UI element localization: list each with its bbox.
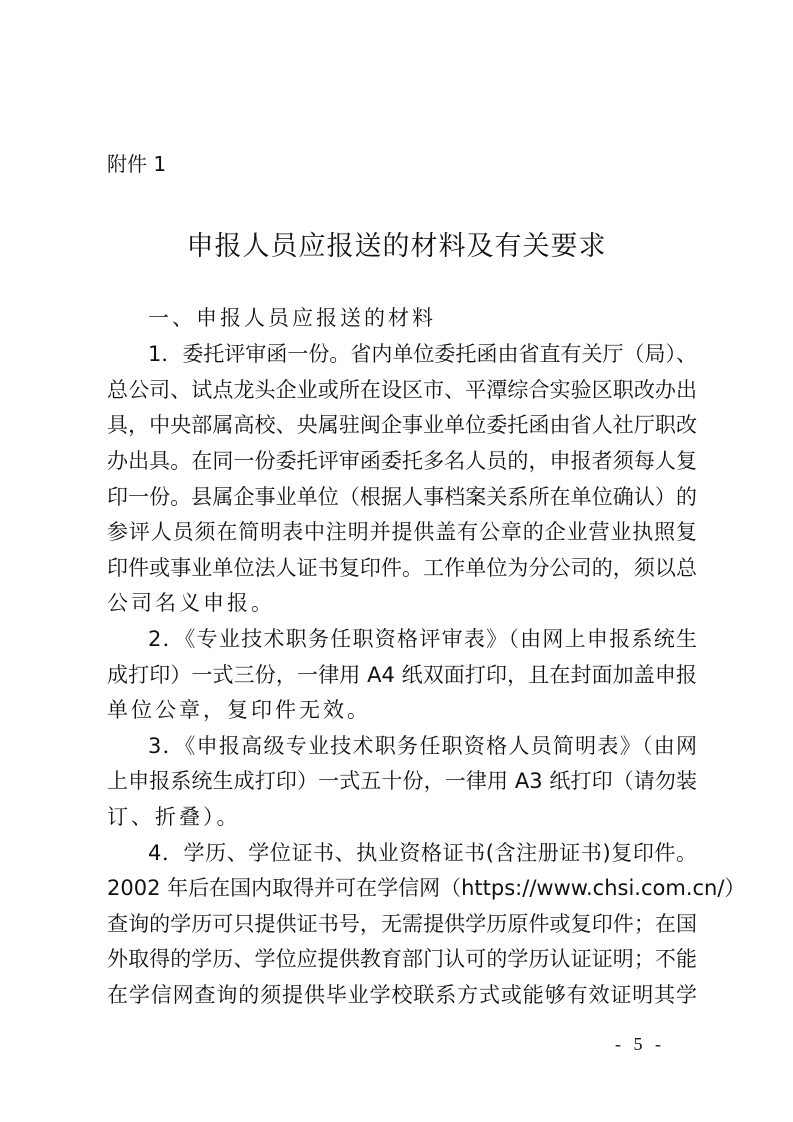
paragraph-line: 参评人员须在简明表中注明并提供盖有公章的企业营业执照复 [107,520,697,544]
attachment-label: 附件 1 [107,152,167,176]
document-title: 申报人员应报送的材料及有关要求 [186,231,607,262]
paragraph-line: 在学信网查询的须提供毕业学校联系方式或能够有效证明其学 [107,983,697,1007]
paragraph-line: 2．《专业技术职务任职资格评审表》（由网上申报系统生 [148,627,697,651]
paragraph-line: 查询的学历可只提供证书号，无需提供学历原件或复印件；在国 [107,912,697,936]
paragraph-line: 上申报系统生成打印）一式五十份，一律用 A3 纸打印（请勿装 [107,769,697,793]
paragraph-line: 订、折叠）。 [107,805,241,829]
paragraph-line: 总公司、试点龙头企业或所在设区市、平潭综合实验区职改办出 [107,378,697,402]
paragraph-line: 公司名义申报。 [107,591,275,615]
section-heading: 一、申报人员应报送的材料 [148,306,436,330]
paragraph-line: 4．学历、学位证书、执业资格证书(含注册证书)复印件。 [148,841,697,865]
paragraph-line: 3．《申报高级专业技术职务任职资格人员简明表》（由网 [148,734,697,758]
paragraph-line: 印一份。县属企事业单位（根据人事档案关系所在单位确认）的 [107,485,697,509]
page-number: - 5 - [615,1034,665,1054]
paragraph-line: 成打印）一式三份，一律用 A4 纸双面打印，且在封面加盖申报 [107,663,697,687]
paragraph-line: 具，中央部属高校、央属驻闽企事业单位委托函由省人社厅职改 [107,413,697,437]
paragraph-line: 单位公章，复印件无效。 [107,698,371,722]
paragraph-line: 办出具。在同一份委托评审函委托多名人员的，申报者须每人复 [107,449,697,473]
paragraph-line: 印件或事业单位法人证书复印件。工作单位为分公司的，须以总 [107,556,697,580]
paragraph-line: 外取得的学历、学位应提供教育部门认可的学历认证证明；不能 [107,947,697,971]
paragraph-line: 1．委托评审函一份。省内单位委托函由省直有关厅（局）、 [148,342,697,366]
paragraph-line: 2002 年后在国内取得并可在学信网（https://www.chsi.com.cn/） [107,876,746,900]
